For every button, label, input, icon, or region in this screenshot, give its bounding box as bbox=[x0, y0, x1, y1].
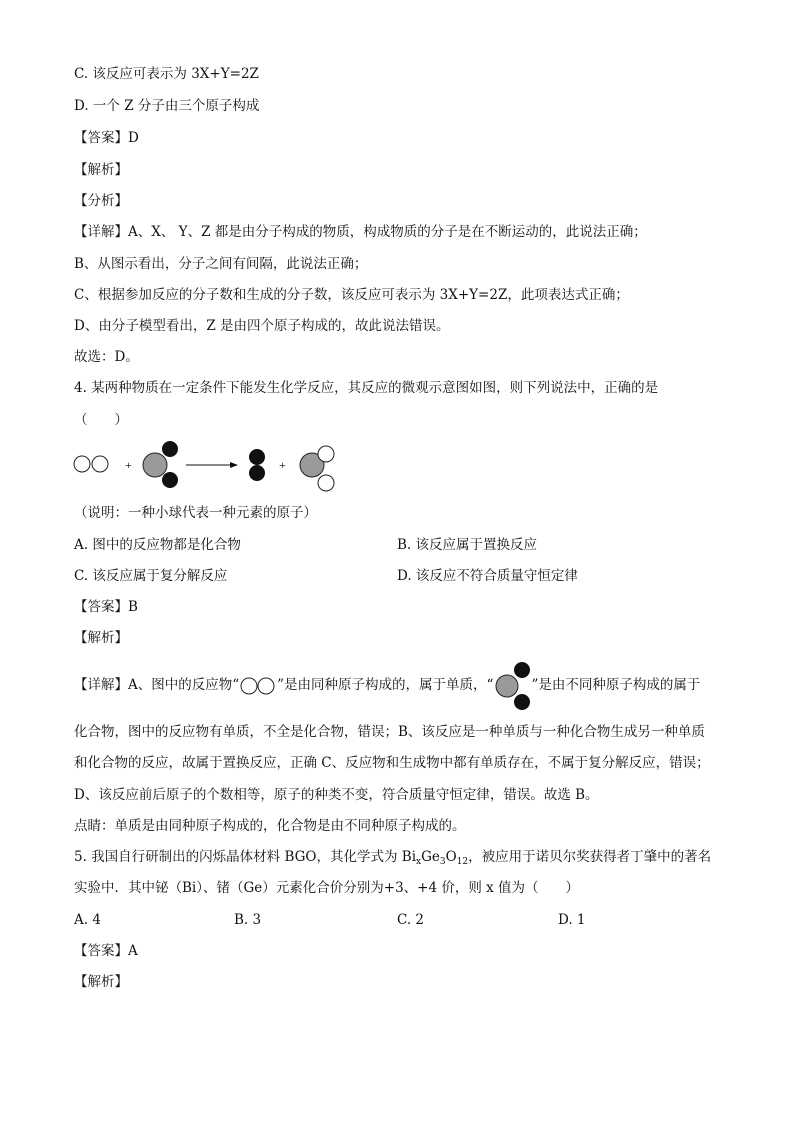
q3-conclusion: 故选：D。 bbox=[74, 349, 139, 365]
white-pair-molecule-icon bbox=[239, 676, 277, 696]
q3-answer: 【答案】D bbox=[74, 130, 139, 146]
q5-ge: Ge bbox=[421, 849, 440, 865]
q3-option-c: C. 该反应可表示为 3X+Y=2Z bbox=[74, 66, 259, 82]
q5-option-b: B. 3 bbox=[234, 912, 262, 928]
q4-option-c: C. 该反应属于复分解反应 bbox=[74, 568, 228, 584]
q4-option-b: B. 该反应属于置换反应 bbox=[397, 537, 538, 553]
atom-white bbox=[318, 446, 334, 462]
plus-sign-2: + bbox=[279, 458, 286, 472]
atom-black bbox=[162, 472, 178, 488]
q5-answer: 【答案】A bbox=[74, 943, 138, 959]
q4-option-a: A. 图中的反应物都是化合物 bbox=[74, 537, 241, 553]
q3-detail-line-1: 【详解】A、X、 Y、Z 都是由分子构成的物质，构成物质的分子是在不断运动的，此说法正确； bbox=[74, 224, 647, 240]
q5-subscript-3: 3 bbox=[439, 857, 446, 867]
q5-stem-line-2: 实验中．其中铋（Bi）、锗（Ge）元素化合价分别为+3、+4 价，则 x 值为（ ） bbox=[74, 880, 580, 896]
q3-option-d: D. 一个 Z 分子由三个原子构成 bbox=[74, 98, 260, 114]
q4-detail-line-4: D、该反应前后原子的个数相等，原子的种类不变，符合质量守恒定律，错误。故选 B。 bbox=[74, 787, 599, 803]
q3-detail-line-3: C、根据参加反应的分子数和生成的分子数，该反应可表示为 3X+Y=2Z，此项表达式正确； bbox=[74, 287, 629, 303]
q4-bracket: （ ） bbox=[74, 412, 128, 428]
q5-subscript-x: x bbox=[416, 857, 422, 867]
q5-stem-post: ，被应用于诺贝尔奖获得者丁肇中的著名 bbox=[468, 849, 712, 865]
atom-white bbox=[92, 456, 108, 472]
q5-analysis-label: 【解析】 bbox=[74, 974, 128, 990]
q5-option-d: D. 1 bbox=[558, 912, 586, 928]
arrow-head-icon bbox=[230, 462, 238, 468]
q4-tip: 点睛：单质是由同种原子构成的，化合物是由不同种原子构成的。 bbox=[74, 818, 466, 834]
q5-subscript-12: 12 bbox=[456, 857, 469, 867]
q4-reaction-diagram bbox=[72, 438, 342, 496]
q4-detail-line-1 bbox=[74, 675, 700, 696]
atom-black bbox=[249, 449, 265, 465]
q5-option-a: A. 4 bbox=[74, 912, 101, 928]
atom-black bbox=[249, 465, 265, 481]
atom-white bbox=[74, 456, 90, 472]
q4-option-d: D. 该反应不符合质量守恒定律 bbox=[397, 568, 578, 584]
q4-detail-a-mid: ”是由同种原子构成的，属于单质，“ bbox=[277, 677, 494, 693]
atom-black bbox=[162, 441, 178, 457]
q3-fenxi-label: 【分析】 bbox=[74, 193, 128, 209]
atom-grey bbox=[143, 453, 167, 477]
q4-detail-a-post: ”是由不同种原子构成的属于 bbox=[531, 677, 701, 693]
q3-detail-line-4: D、由分子模型看出，Z 是由四个原子构成的，故此说法错误。 bbox=[74, 318, 450, 334]
grey-black-molecule-icon bbox=[493, 662, 531, 710]
atom-white bbox=[318, 475, 334, 491]
q5-option-c: C. 2 bbox=[397, 912, 425, 928]
q4-stem: 4. 某两种物质在一定条件下能发生化学反应，其反应的微观示意图如图，则下列说法中，正确的是 bbox=[74, 380, 659, 396]
q3-detail-line-2: B、从图示看出，分子之间有间隔，此说法正确； bbox=[74, 256, 368, 272]
plus-sign-1: + bbox=[125, 458, 132, 472]
q5-stem-pre: 5. 我国自行研制出的闪烁晶体材料 BGO，其化学式为 Bi bbox=[74, 849, 417, 865]
q4-note: （说明：一种小球代表一种元素的原子） bbox=[74, 505, 317, 521]
q4-detail-line-3: 和化合物的反应，故属于置换反应，正确 C、反应物和生成物中都有单质存在，不属于复分解反应，错误； bbox=[74, 755, 710, 771]
q5-stem-line-1 bbox=[74, 847, 711, 872]
q4-detail-a-pre: 【详解】A、图中的反应物“ bbox=[74, 677, 240, 693]
q5-o: O bbox=[445, 849, 457, 865]
q4-detail-line-2: 化合物，图中的反应物有单质，不全是化合物，错误；B、该反应是一种单质与一种化合物生成另一种单质 bbox=[74, 724, 705, 740]
q4-analysis-label: 【解析】 bbox=[74, 630, 128, 646]
q4-answer: 【答案】B bbox=[74, 599, 138, 615]
q3-analysis-label: 【解析】 bbox=[74, 162, 128, 178]
